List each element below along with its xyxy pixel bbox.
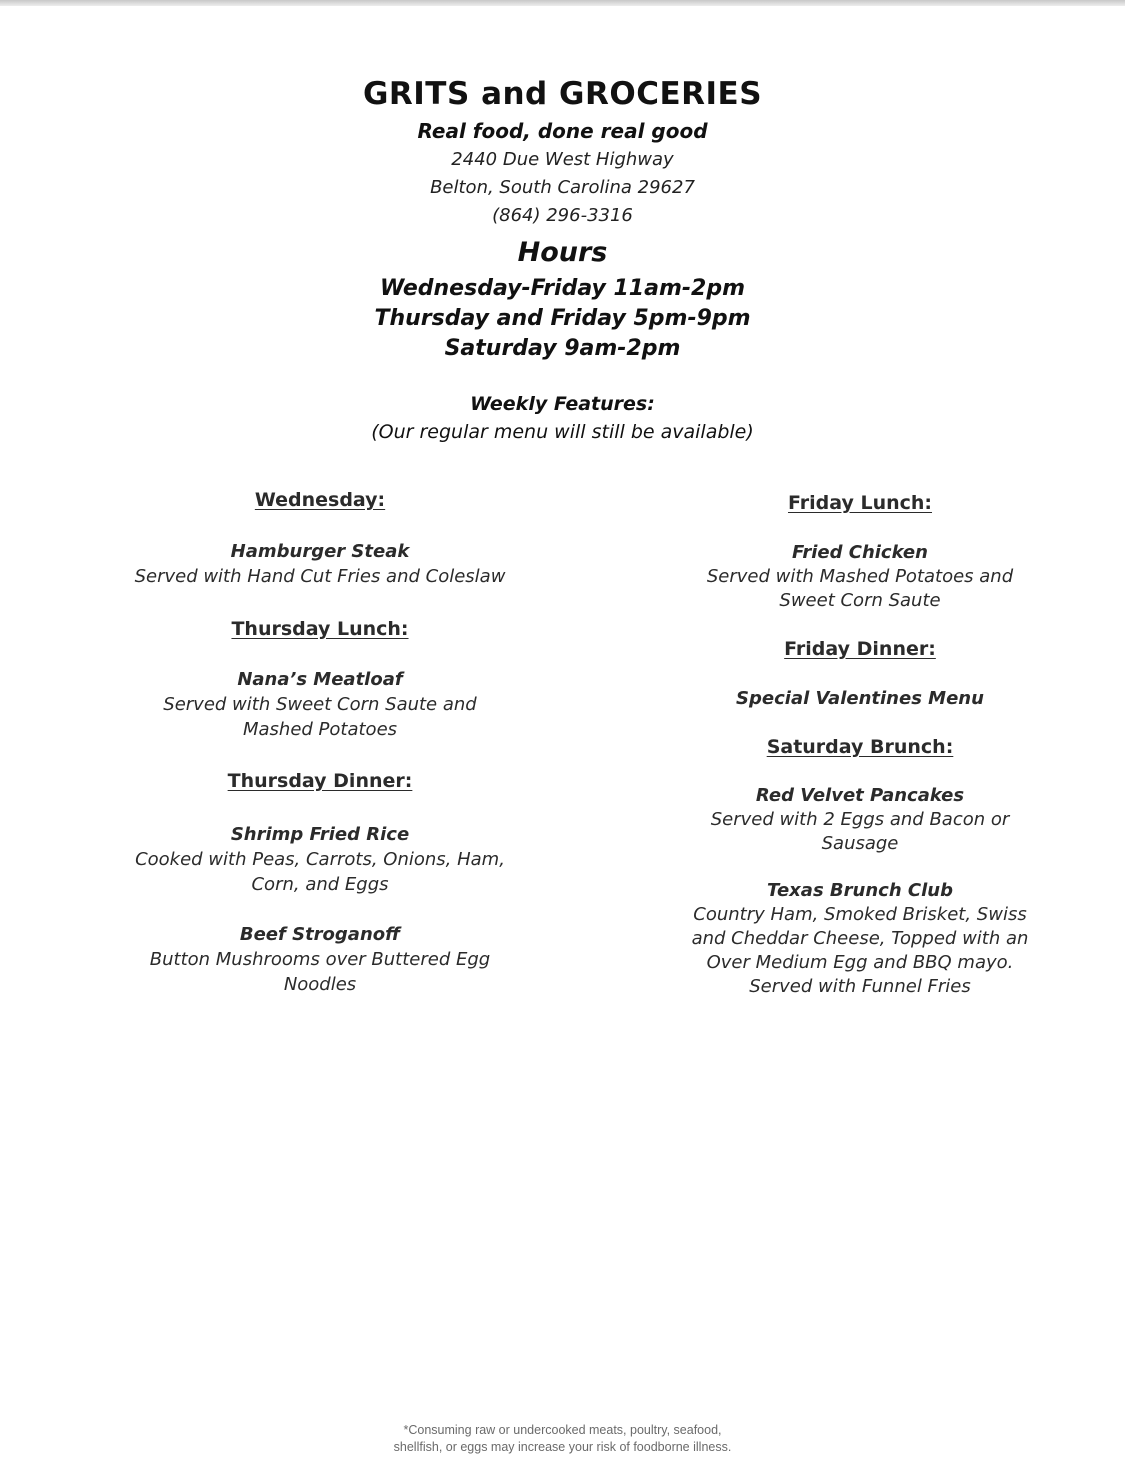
weekly-features-heading: Weekly Features:: [470, 393, 655, 415]
day-heading-friday-lunch: Friday Lunch:: [787, 492, 933, 514]
food-safety-disclaimer: [0, 1422, 1125, 1456]
menu-item-description: Corn, and Eggs: [251, 874, 389, 895]
menu-item-description: Served with Hand Cut Fries and Coleslaw: [134, 566, 506, 587]
hours-line: Thursday and Friday 5pm-9pm: [374, 306, 751, 331]
menu-item-description: Country Ham, Smoked Brisket, Swiss: [693, 904, 1027, 925]
hours-line: Wednesday-Friday 11am-2pm: [379, 276, 745, 301]
menu-item-name: Shrimp Fried Rice: [230, 824, 410, 845]
menu-item-description: Cooked with Peas, Carrots, Onions, Ham,: [135, 849, 505, 870]
disclaimer-line: shellfish, or eggs may increase your risk of foodborne illness.: [393, 1440, 732, 1454]
menu-item-name: Red Velvet Pancakes: [755, 785, 965, 806]
menu-item-description: Sausage: [821, 833, 899, 854]
hours-heading: Hours: [517, 237, 608, 268]
menu-item-description: and Cheddar Cheese, Topped with an: [691, 928, 1029, 949]
menu-item-name: Fried Chicken: [792, 542, 928, 563]
menu-item-description: Mashed Potatoes: [242, 719, 398, 740]
menu-item-description: Sweet Corn Saute: [779, 590, 941, 611]
day-heading-thursday-dinner: Thursday Dinner:: [227, 770, 413, 792]
menu-item-name: Hamburger Steak: [230, 541, 410, 562]
weekly-features-section: [0, 390, 1125, 446]
menu-header: [0, 72, 1125, 364]
menu-item-description: Served with 2 Eggs and Bacon or: [710, 809, 1010, 830]
menu-item-description: Over Medium Egg and BBQ mayo.: [706, 952, 1014, 973]
menu-item-description: Served with Funnel Fries: [749, 976, 971, 997]
address-street: 2440 Due West Highway: [451, 149, 674, 170]
address-city: Belton, South Carolina 29627: [430, 177, 695, 198]
menu-item-name: Special Valentines Menu: [736, 688, 984, 709]
weekly-features-note: (Our regular menu will still be available): [371, 421, 754, 443]
hours-line: Saturday 9am-2pm: [444, 336, 681, 361]
day-heading-thursday-lunch: Thursday Lunch:: [231, 618, 409, 640]
day-heading-wednesday: Wednesday:: [254, 489, 386, 511]
menu-item-name: Nana’s Meatloaf: [237, 669, 403, 690]
menu-item-description: Served with Mashed Potatoes and: [706, 566, 1014, 587]
menu-item-name: Texas Brunch Club: [767, 880, 953, 901]
menu-item-name: Beef Stroganoff: [239, 924, 401, 945]
day-heading-saturday-brunch: Saturday Brunch:: [766, 736, 954, 758]
menu-item-description: Button Mushrooms over Buttered Egg: [149, 949, 491, 970]
document-top-edge: [0, 0, 1125, 6]
restaurant-name: GRITS and GROCERIES: [362, 76, 763, 112]
tagline: Real food, done real good: [417, 119, 708, 143]
day-heading-friday-dinner: Friday Dinner:: [784, 638, 936, 660]
menu-item-description: Noodles: [283, 974, 357, 995]
phone-number: (864) 296-3316: [492, 205, 633, 226]
menu-item-description: Served with Sweet Corn Saute and: [163, 694, 477, 715]
disclaimer-line: *Consuming raw or undercooked meats, poultry, seafood,: [403, 1423, 722, 1437]
